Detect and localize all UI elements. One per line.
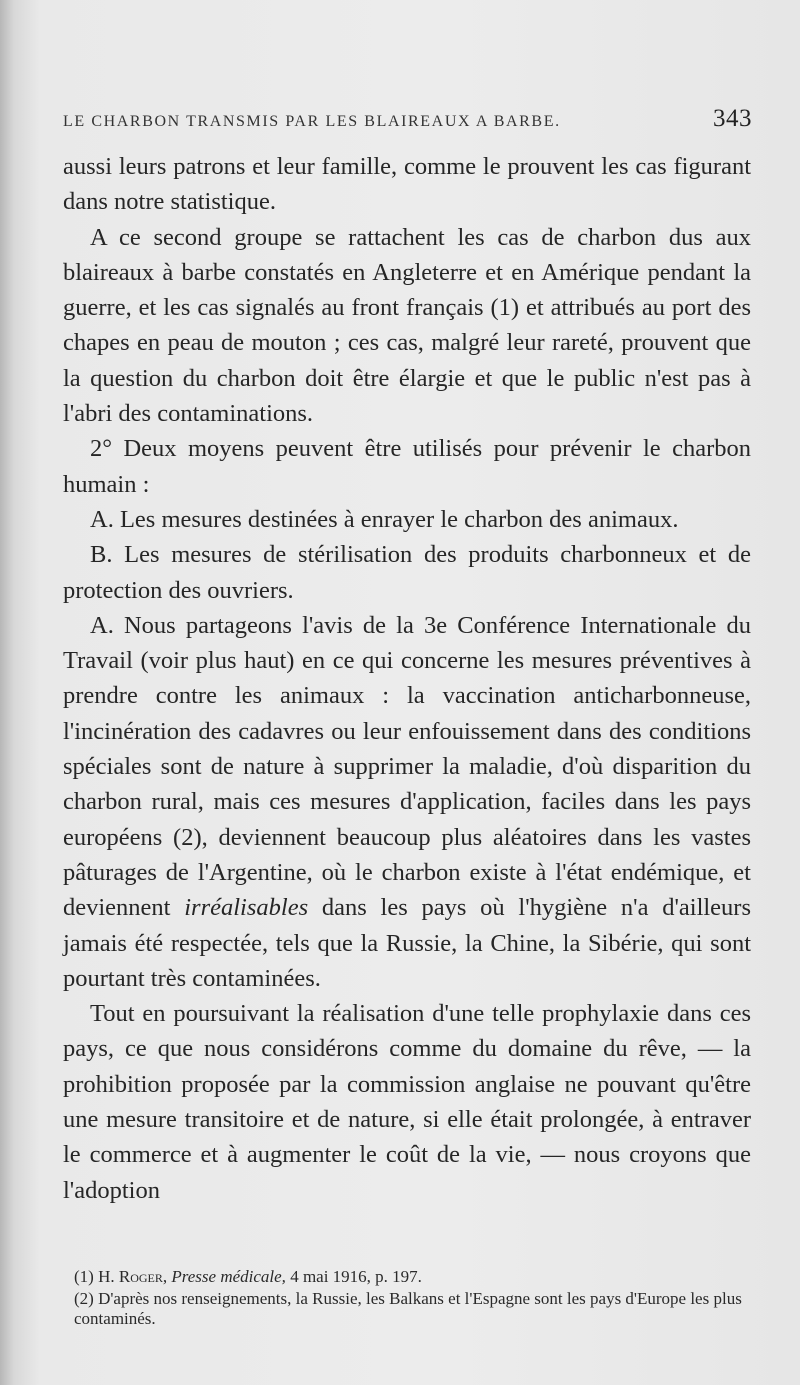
footnote-mark: (1) [74,1267,94,1286]
paragraph: 2° Deux moyens peuvent être utilisés pour prévenir le charbon humain : [63,435,751,498]
footnote-citation: 4 mai 1916, p. 197. [285,1267,422,1286]
paragraph [63,608,751,996]
paragraph-text: dans les pays où l'hygiène n'a d'ailleurs jamais été respectée, tels que la Russie, la Chine, la Sibérie, qui sont pourtant très contaminées. [63,894,751,992]
running-title: LE CHARBON TRANSMIS PAR LES BLAIREAUX A BARBE. [63,113,561,130]
footnote-author-initial: H. [98,1267,115,1286]
footnote-journal: Presse médicale, [171,1267,286,1286]
page-number: 343 [713,105,752,132]
footnote-2: (2) D'après nos renseignements, la Russie, les Balkans et l'Espagne sont les pays d'Europe les plus contaminés. [74,1289,742,1328]
footnotes [74,1267,754,1331]
paragraph: A ce second groupe se rattachent les cas de charbon dus aux blaireaux à barbe constatés en Angleterre et en Amérique pendant la guerre, et les cas signalés au front français (1) et attribués au port des chapes en peau de mouton ; ces cas, malgré leur rareté, prouvent que la question du charbon doit être élargie et que le public n'est pas à l'abri des contaminations. [63,223,751,428]
paragraph: B. Les mesures de stérilisation des produits charbonneux et de protection des ouvriers. [63,541,751,604]
footnote-author: Roger, [118,1267,168,1286]
running-header [63,105,752,133]
paragraph: A. Les mesures destinées à enrayer le charbon des animaux. [90,505,679,533]
paragraph: aussi leurs patrons et leur famille, comme le prouvent les cas figurant dans notre statistique. [63,153,751,216]
main-text [63,149,751,1208]
paragraph-text: A. Nous partageons l'avis de la 3e Conférence Internationale du Travail (voir plus haut) en ce qui concerne les mesures préventives à prendre contre les animaux : la vaccination anticharbonneuse, l'incinération des cadavres ou leur enfouissement dans des conditions spéciales sont de nature à supprimer la maladie, d'où disparition du charbon rural, mais ces mesures d'application, faciles dans les pays européens (2), deviennent beaucoup plus aléatoires dans les vastes pâturages de l'Argentine, où le charbon existe à l'état endémique, et deviennent [63,611,751,922]
paragraph: Tout en poursuivant la réalisation d'une telle prophylaxie dans ces pays, ce que nous considérons comme du domaine du rêve, — la prohibition proposée par la commission anglaise ne pouvant qu'être une mesure transitoire et de nature, si elle était prolongée, à entraver le commerce et à augmenter le coût de la vie, — nous croyons que l'adoption [63,1000,751,1204]
emphasis-text: irréalisables [184,894,309,922]
footnote-1 [74,1267,754,1287]
